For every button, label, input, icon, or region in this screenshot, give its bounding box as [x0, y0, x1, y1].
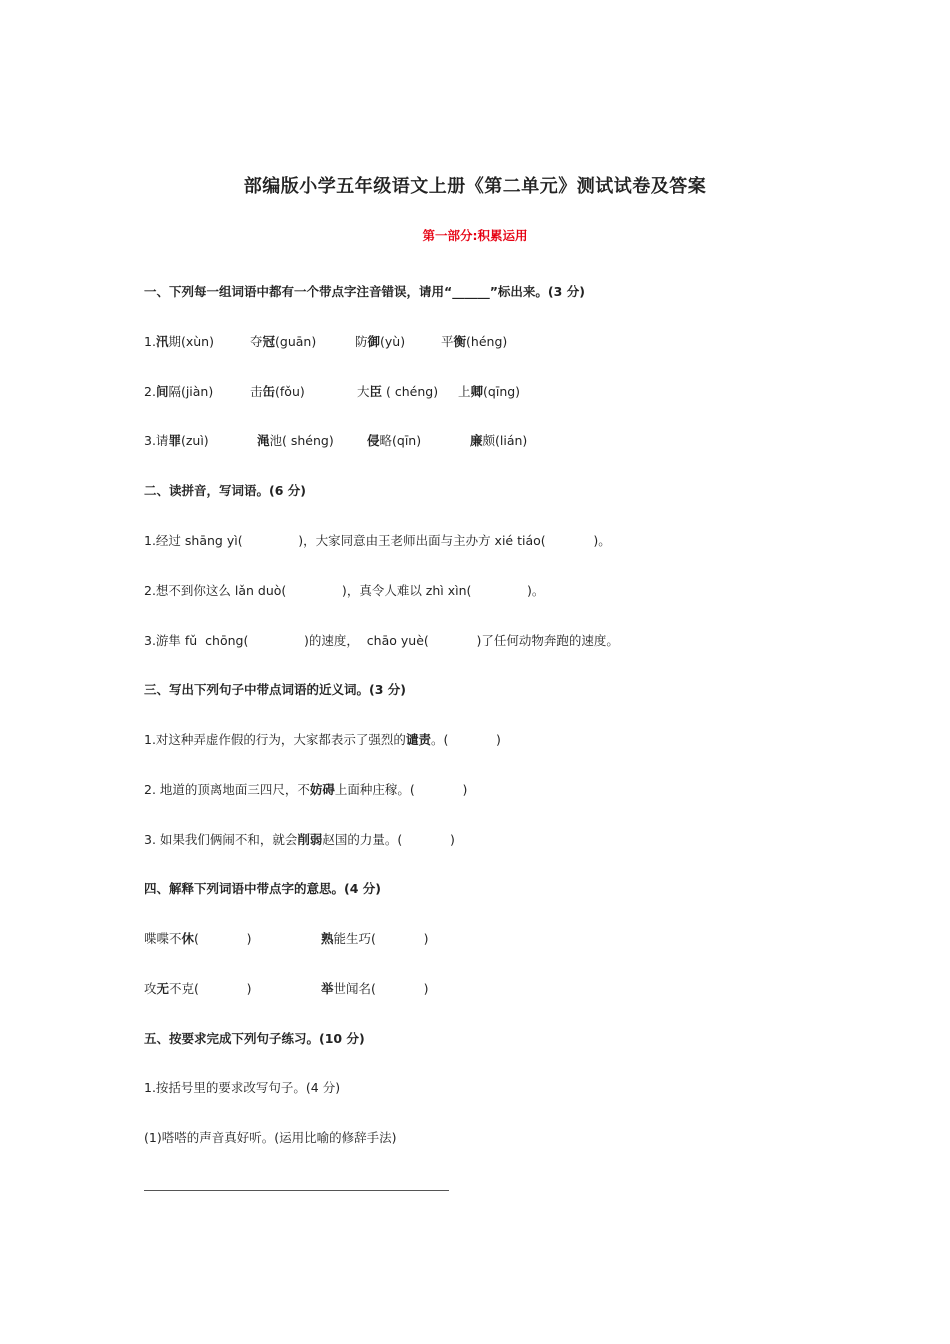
item-3-2: 渑池( shéng): [257, 433, 334, 448]
question-5-1: 1.按括号里的要求改写句子。(4 分): [144, 1080, 341, 1095]
question-5-1-1: (1)嗒嗒的声音真好听。(运用比喻的修辞手法): [144, 1130, 397, 1145]
section-4-heading: 四、解释下列词语中带点字的意思。(4 分): [144, 881, 381, 896]
question-2-1: 1.经过 shāng yì( )，大家同意由王老师出面与主办方 xié tiáo( )。: [144, 533, 611, 548]
question-2-3: 3.游隼 fǔ chōng( )的速度， chāo yuè( )了任何动物奔跑的速度。: [144, 633, 619, 648]
section-3-heading: 三、写出下列句子中带点词语的近义词。(3 分): [144, 682, 406, 697]
question-2-2: 2.想不到你这么 lǎn duò( )，真令人难以 zhì xìn( )。: [144, 583, 545, 598]
item-1-4: 平衡(héng): [441, 334, 508, 349]
item-3-1: 3.请罪(zuì): [144, 433, 209, 448]
part-title: 第一部分:积累运用: [422, 228, 528, 243]
item-3-3: 侵略(qīn): [367, 433, 422, 448]
item-2-4: 上卿(qīng): [458, 384, 521, 399]
item-4-1: 喋喋不休( ): [144, 931, 252, 946]
document-title: 部编版小学五年级语文上册《第二单元》测试试卷及答案: [243, 176, 707, 197]
question-3-1: 1.对这种弄虚作假的行为，大家都表示了强烈的谴责。( ): [144, 732, 501, 747]
question-3-3: 3. 如果我们俩闹不和，就会削弱赵国的力量。( ): [144, 832, 455, 847]
item-2-3: 大臣 ( chéng): [357, 384, 439, 399]
item-4-2: 熟能生巧( ): [321, 931, 429, 946]
section-5-heading: 五、按要求完成下列句子练习。(10 分): [144, 1031, 365, 1046]
item-4-4: 举世闻名( ): [321, 981, 429, 996]
item-4-3: 攻无不克( ): [144, 981, 252, 996]
section-2-heading: 二、读拼音，写词语。(6 分): [144, 483, 306, 498]
item-1-3: 防御(yù): [355, 334, 406, 349]
section-1-heading: 一、下列每一组词语中都有一个带点字注音错误，请用“______”标出来。(3 分): [144, 284, 585, 299]
item-1-1: 1.汛期(xùn): [144, 334, 214, 349]
answer-line[interactable]: [144, 1190, 449, 1191]
item-1-2: 夺冠(guān): [250, 334, 317, 349]
item-2-1: 2.间隔(jiàn): [144, 384, 214, 399]
item-3-4: 廉颇(lián): [470, 433, 528, 448]
item-2-2: 击缶(fǒu): [250, 384, 305, 399]
question-3-2: 2. 地道的顶离地面三四尺，不妨碍上面种庄稼。( ): [144, 782, 468, 797]
